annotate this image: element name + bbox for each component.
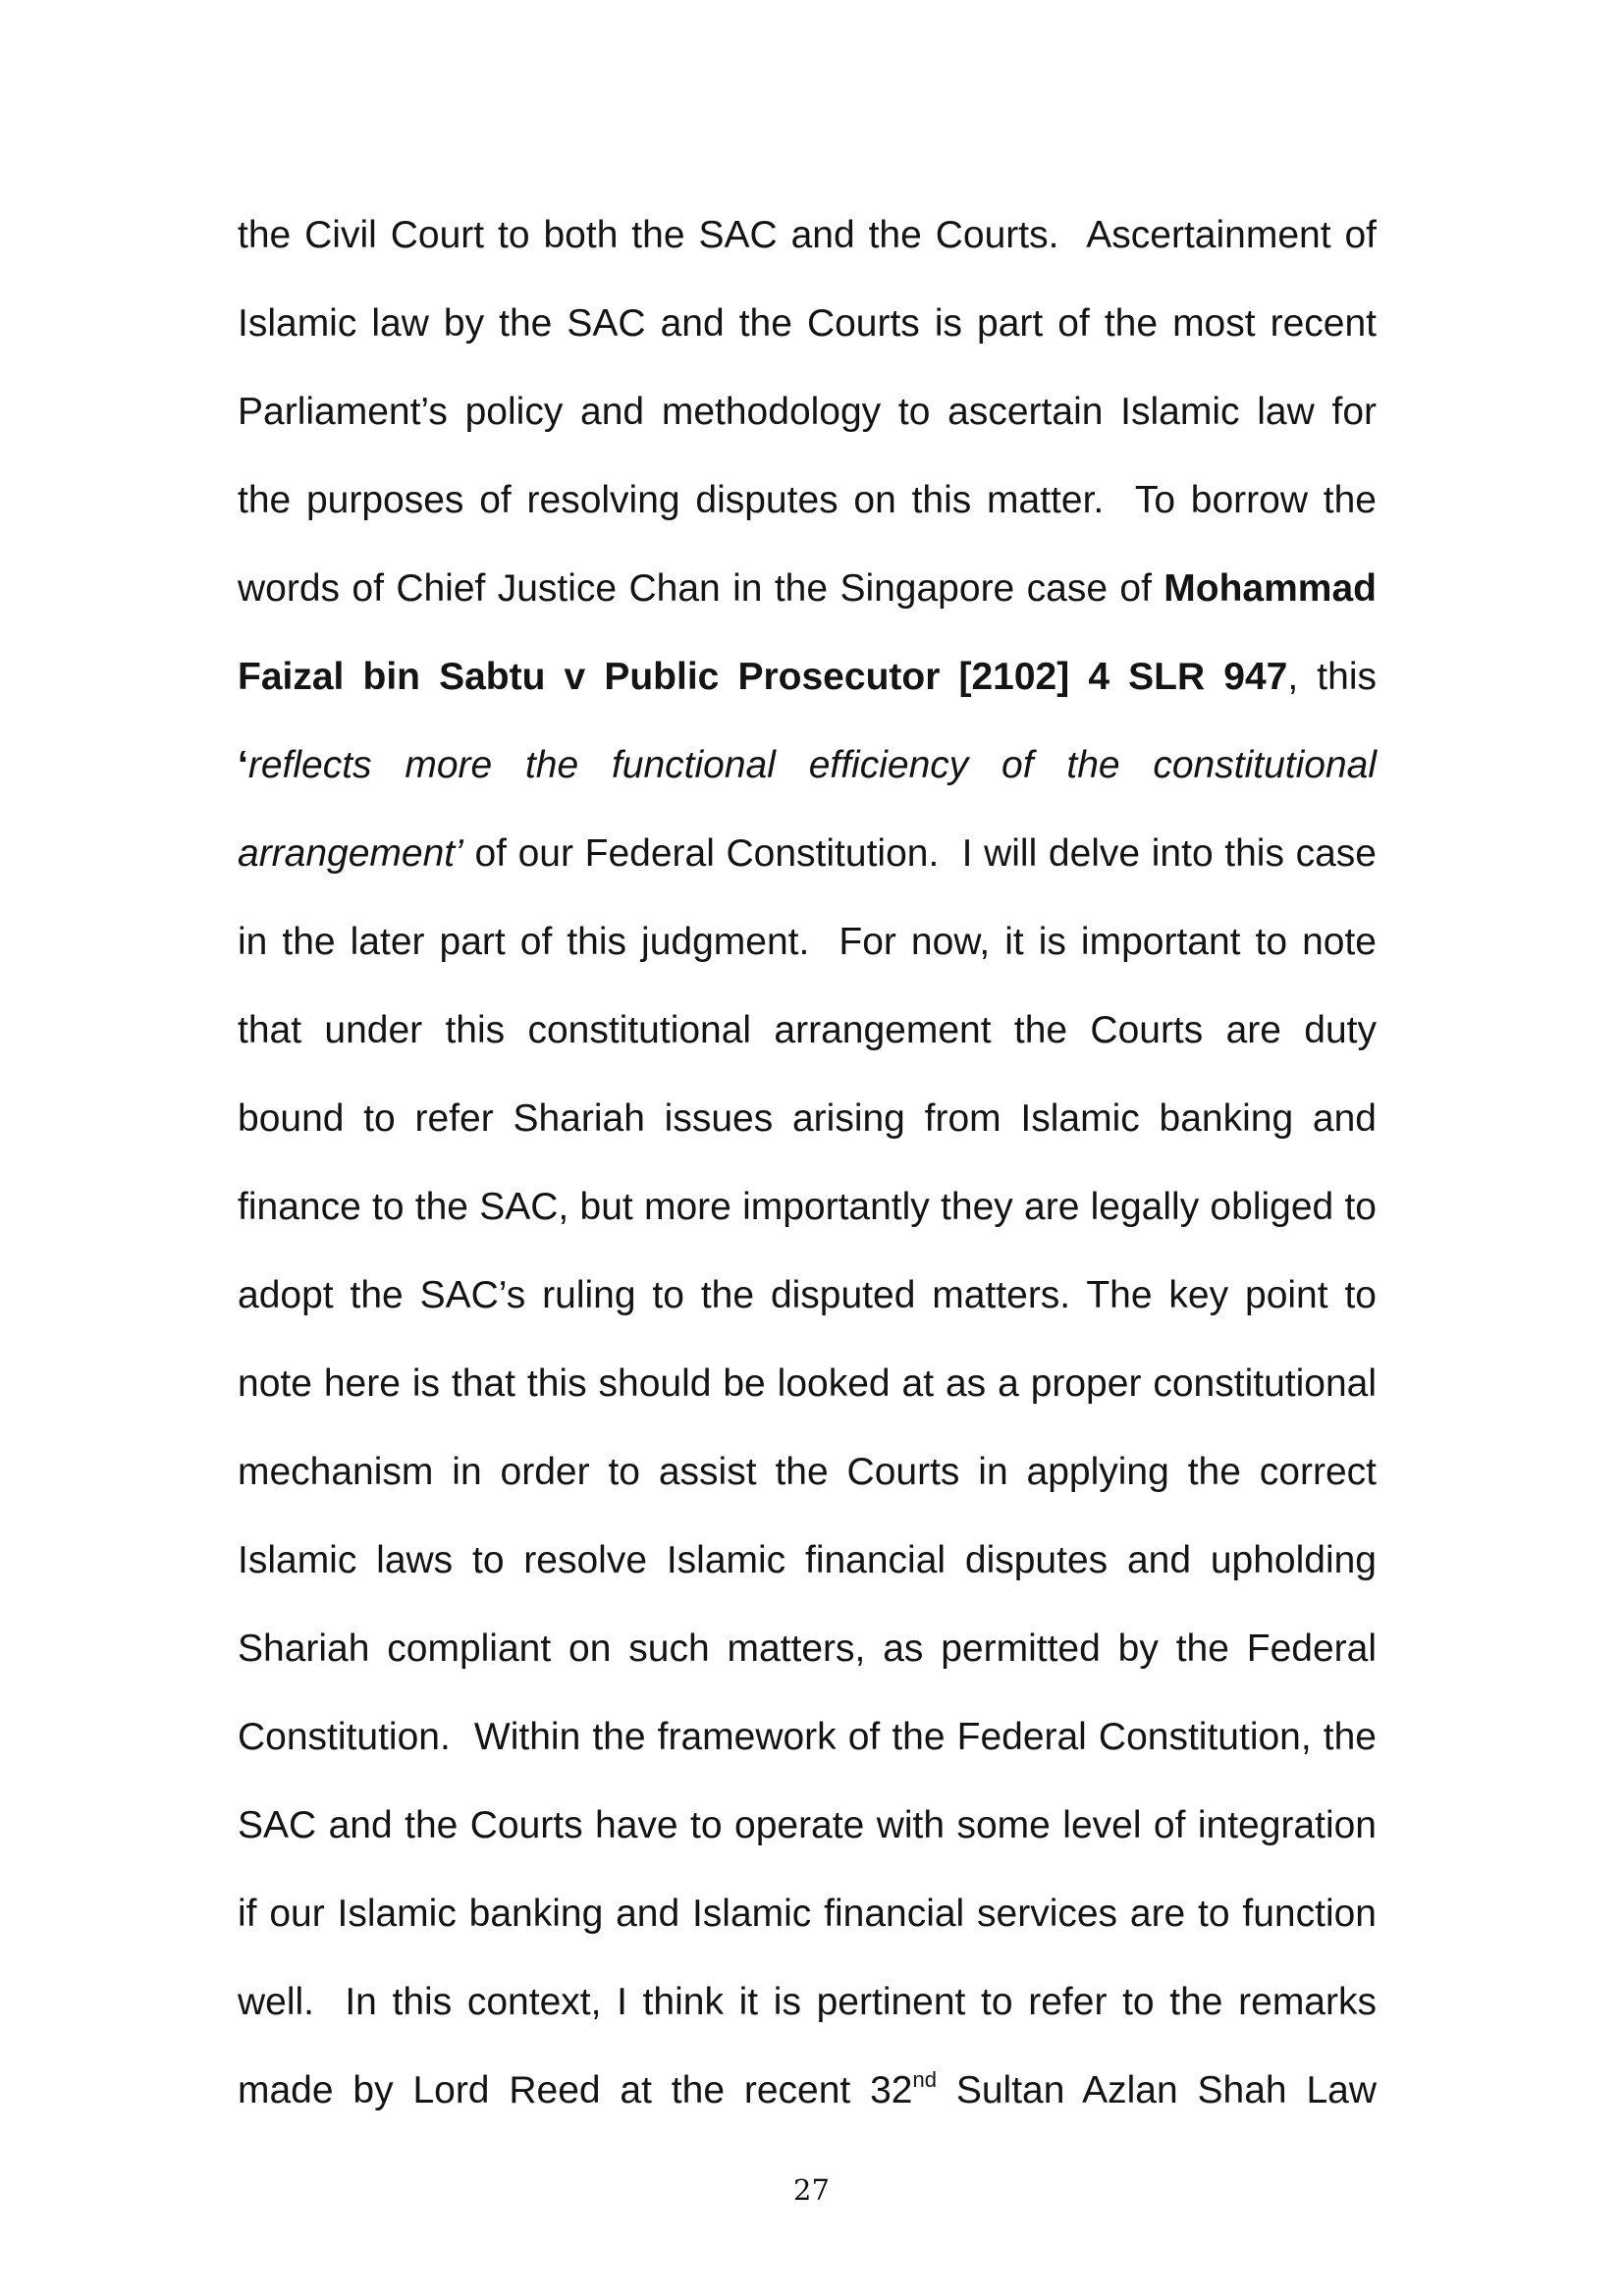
text-segment: the Civil Court to both the SAC and the Courts. Ascertainment of — [238, 214, 1377, 256]
text-segment: , this — [1287, 656, 1377, 698]
superscript-text: nd — [912, 2067, 937, 2092]
bold-text: Mohammad — [1163, 567, 1377, 610]
text-segment: Constitution. Within the framework of the Federal Constitution, the — [238, 1716, 1377, 1758]
text-line — [238, 2047, 1377, 2135]
text-segment: mechanism in order to assist the Courts in applying the correct — [238, 1451, 1377, 1493]
text-line — [238, 987, 1377, 1075]
text-segment: Islamic laws to resolve Islamic financial disputes and upholding — [238, 1539, 1377, 1581]
judgment-paragraph — [238, 191, 1377, 2135]
text-segment: in the later part of this judgment. For now, it is important to note — [238, 921, 1377, 963]
text-line — [238, 1958, 1377, 2047]
text-line — [238, 280, 1377, 368]
text-line — [238, 456, 1377, 545]
text-line — [238, 1163, 1377, 1252]
text-line — [238, 810, 1377, 898]
text-segment: bound to refer Shariah issues arising from Islamic banking and — [238, 1097, 1377, 1140]
text-line — [238, 545, 1377, 633]
italic-text: arrangement’ — [238, 832, 463, 875]
text-segment: the purposes of resolving disputes on this matter. To borrow the — [238, 479, 1377, 521]
text-segment: Parliament’s policy and methodology to ascertain Islamic law for — [238, 391, 1377, 433]
text-segment: SAC and the Courts have to operate with some level of integration — [238, 1804, 1377, 1846]
text-line — [238, 1693, 1377, 1782]
page-number: 27 — [793, 2173, 830, 2207]
bold-text: ‘ — [238, 744, 248, 786]
text-line — [238, 633, 1377, 721]
text-line — [238, 368, 1377, 456]
text-line — [238, 1340, 1377, 1428]
text-segment: that under this constitutional arrangement the Courts are duty — [238, 1009, 1377, 1051]
text-line — [238, 721, 1377, 810]
text-segment: of our Federal Constitution. I will delve into this case — [462, 832, 1377, 875]
text-segment: Shariah compliant on such matters, as permitted by the Federal — [238, 1628, 1377, 1670]
text-line — [238, 1075, 1377, 1163]
text-segment: well. In this context, I think it is pertinent to refer to the remarks — [238, 1981, 1377, 2023]
text-line — [238, 1428, 1377, 1517]
italic-text: reflects more the functional efficiency of the constitutional — [247, 744, 1377, 786]
text-line — [238, 1782, 1377, 1870]
text-line — [238, 1252, 1377, 1340]
text-line — [238, 191, 1377, 280]
text-line — [238, 898, 1377, 987]
text-segment: adopt the SAC’s ruling to the disputed matters. The key point to — [238, 1274, 1377, 1316]
text-segment: note here is that this should be looked at as a proper constitutional — [238, 1362, 1377, 1405]
text-segment: words of Chief Justice Chan in the Singapore case of — [238, 567, 1164, 610]
text-line — [238, 1517, 1377, 1605]
text-line — [238, 1605, 1377, 1693]
bold-text: Faizal bin Sabtu v Public Prosecutor [2102] 4 SLR 947 — [238, 656, 1288, 698]
text-line — [238, 1870, 1377, 1958]
text-segment: finance to the SAC, but more importantly they are legally obliged to — [238, 1186, 1377, 1228]
text-segment: made by Lord Reed at the recent 32 — [238, 2069, 913, 2111]
text-segment: Sultan Azlan Shah Law — [936, 2069, 1377, 2111]
text-segment: if our Islamic banking and Islamic financial services are to function — [238, 1893, 1377, 1935]
text-segment: Islamic law by the SAC and the Courts is part of the most recent — [238, 302, 1377, 345]
